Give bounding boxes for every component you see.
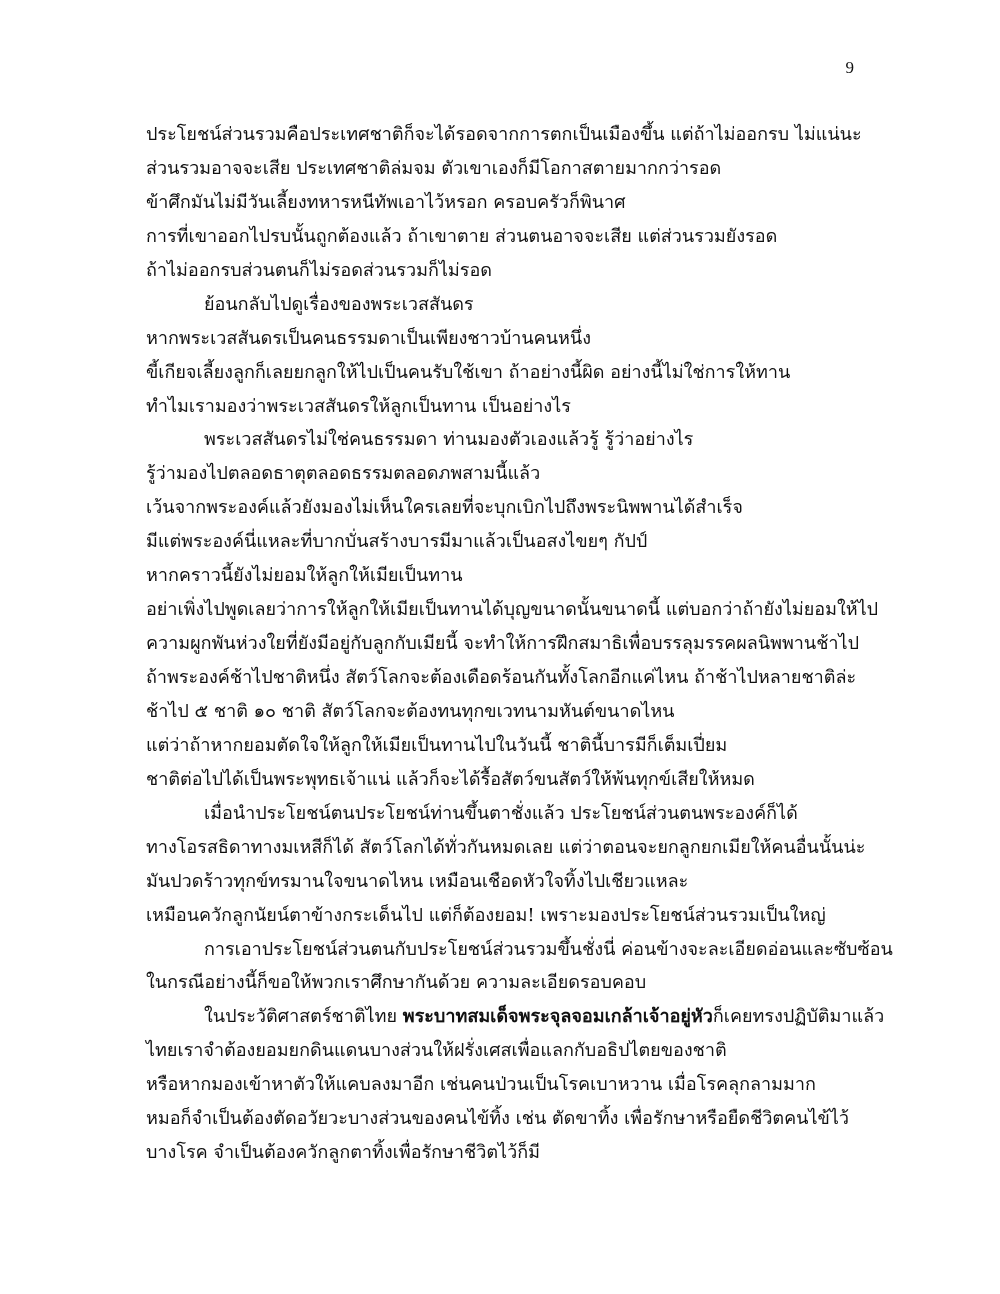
text-line: ถ้าไม่ออกรบส่วนตนก็ไม่รอดส่วนรวมก็ไม่รอด (146, 259, 492, 281)
text-line: เหมือนควักลูกนัยน์ตาข้างกระเด็นไป แต่ก็ต้องยอม! เพราะมองประโยชน์ส่วนรวมเป็นใหญ่ (146, 904, 826, 926)
text-line: การเอาประโยชน์ส่วนตนกับประโยชน์ส่วนรวมขึ้นชั่งนี่ ค่อนข้างจะละเอียดอ่อนและซับซ้อน (204, 938, 893, 960)
text-line: เมื่อนำประโยชน์ตนประโยชน์ท่านขึ้นตาชั่งแล้ว ประโยชน์ส่วนตนพระองค์ก็ได้ (204, 802, 798, 824)
text-line: ขี้เกียจเลี้ยงลูกก็เลยยกลูกให้ไปเป็นคนรับใช้เขา ถ้าอย่างนี้ผิด อย่างนี้ไม่ใช่การให้ทาน (146, 361, 791, 383)
body-text (146, 118, 893, 1170)
text-line: ถ้าพระองค์ช้าไปชาติหนึ่ง สัตว์โลกจะต้องเดือดร้อนกันทั้งโลกอีกแค่ไหน ถ้าช้าไปหลายชาติล่ะ (146, 667, 857, 688)
text-line: ทำไมเรามองว่าพระเวสสันดรให้ลูกเป็นทาน เป็นอย่างไร (146, 395, 571, 417)
bold-text-segment: พระบาทสมเด็จพระจุลจอมเกล้าเจ้าอยู่หัว (402, 1006, 713, 1028)
text-line: ข้าศึกมันไม่มีวันเลี้ยงทหารหนีทัพเอาไว้หรอก ครอบครัวก็พินาศ (146, 191, 626, 213)
text-line: หรือหากมองเข้าหาตัวให้แคบลงมาอีก เช่นคนป่วนเป็นโรคเบาหวาน เมื่อโรคลุกลามมาก (146, 1074, 816, 1096)
text-line: เว้นจากพระองค์แล้วยังมองไม่เห็นใครเลยที่จะบุกเบิกไปถึงพระนิพพานได้สำเร็จ (146, 497, 743, 519)
text-line: ไทยเราจำต้องยอมยกดินแดนบางส่วนให้ฝรั่งเศสเพื่อแลกกับอธิปไตยของชาติ (146, 1040, 727, 1062)
text-segment: ในประวัติศาสตร์ชาติไทย (204, 1006, 403, 1028)
text-line: รู้ว่ามองไปตลอดธาตุตลอดธรรมตลอดภพสามนี้แล้ว (146, 463, 541, 485)
text-line: อย่าเพิ่งไปพูดเลยว่าการให้ลูกให้เมียเป็นทานได้บุญขนาดนั้นขนาดนี้ แต่บอกว่าถ้ายังไม่ยอมให้ไป (146, 599, 879, 621)
text-line: ความผูกพันห่วงใยที่ยังมีอยู่กับลูกกับเมียนี้ จะทำให้การฝึกสมาธิเพื่อบรรลุมรรคผลนิพพานช้าไป (146, 633, 860, 655)
text-line: ในกรณีอย่างนี้ก็ขอให้พวกเราศึกษากันด้วย ความละเอียดรอบคอบ (146, 972, 647, 994)
text-line: มันปวดร้าวทุกข์ทรมานใจขนาดไหน เหมือนเชือดหัวใจทิ้งไปเชียวแหละ (146, 870, 689, 892)
text-line: ประโยชน์ส่วนรวมคือประเทศชาติก็จะได้รอดจากการตกเป็นเมืองขึ้น แต่ถ้าไม่ออกรบ ไม่แน่นะ (146, 124, 862, 145)
text-line: การที่เขาออกไปรบนั้นถูกต้องแล้ว ถ้าเขาตาย ส่วนตนอาจจะเสีย แต่ส่วนรวมยังรอด (146, 225, 778, 247)
text-line: ทางโอรสธิดาทางมเหสีก็ได้ สัตว์โลกได้ทั่วกันหมดเลย แต่ว่าตอนจะยกลูกยกเมียให้คนอื่นนั้นน่ะ (146, 836, 866, 858)
text-line: มีแต่พระองค์นี่แหละที่บากบั่นสร้างบารมีมาแล้วเป็นอสงไขยๆ กัปป์ (146, 531, 648, 553)
text-line (146, 1000, 885, 1034)
page-number: 9 (845, 58, 854, 77)
text-line: หากคราวนี้ยังไม่ยอมให้ลูกให้เมียเป็นทาน (146, 565, 463, 587)
text-line: หมอก็จำเป็นต้องตัดอวัยวะบางส่วนของคนไข้ทิ้ง เช่น ตัดขาทิ้ง เพื่อรักษาหรือยืดชีวิตคนไข้ไว้ (146, 1108, 849, 1130)
text-line: หากพระเวสสันดรเป็นคนธรรมดาเป็นเพียงชาวบ้านคนหนึ่ง (146, 327, 591, 349)
text-segment: ก็เคยทรงปฏิบัติมาแล้ว (712, 1006, 885, 1028)
text-line: ช้าไป ๕ ชาติ ๑๐ ชาติ สัตว์โลกจะต้องทนทุกขเวทนามหันต์ขนาดไหน (146, 700, 675, 722)
text-line: ย้อนกลับไปดูเรื่องของพระเวสสันดร (204, 293, 474, 315)
text-line: พระเวสสันดรไม่ใช่คนธรรมดา ท่านมองตัวเองแล้วรู้ รู้ว่าอย่างไร (204, 429, 694, 451)
text-line: แต่ว่าถ้าหากยอมตัดใจให้ลูกให้เมียเป็นทานไปในวันนี้ ชาตินี้บารมีก็เต็มเปี่ยม (146, 734, 728, 756)
text-line: บางโรค จำเป็นต้องควักลูกตาทิ้งเพื่อรักษาชีวิตไว้ก็มี (146, 1142, 540, 1164)
text-line: ส่วนรวมอาจจะเสีย ประเทศชาติล่มจม ตัวเขาเองก็มีโอกาสตายมากกว่ารอด (146, 157, 722, 179)
text-line: ชาติต่อไปได้เป็นพระพุทธเจ้าแน่ แล้วก็จะได้รื้อสัตว์ขนสัตว์ให้พ้นทุกข์เสียให้หมด (146, 768, 755, 790)
